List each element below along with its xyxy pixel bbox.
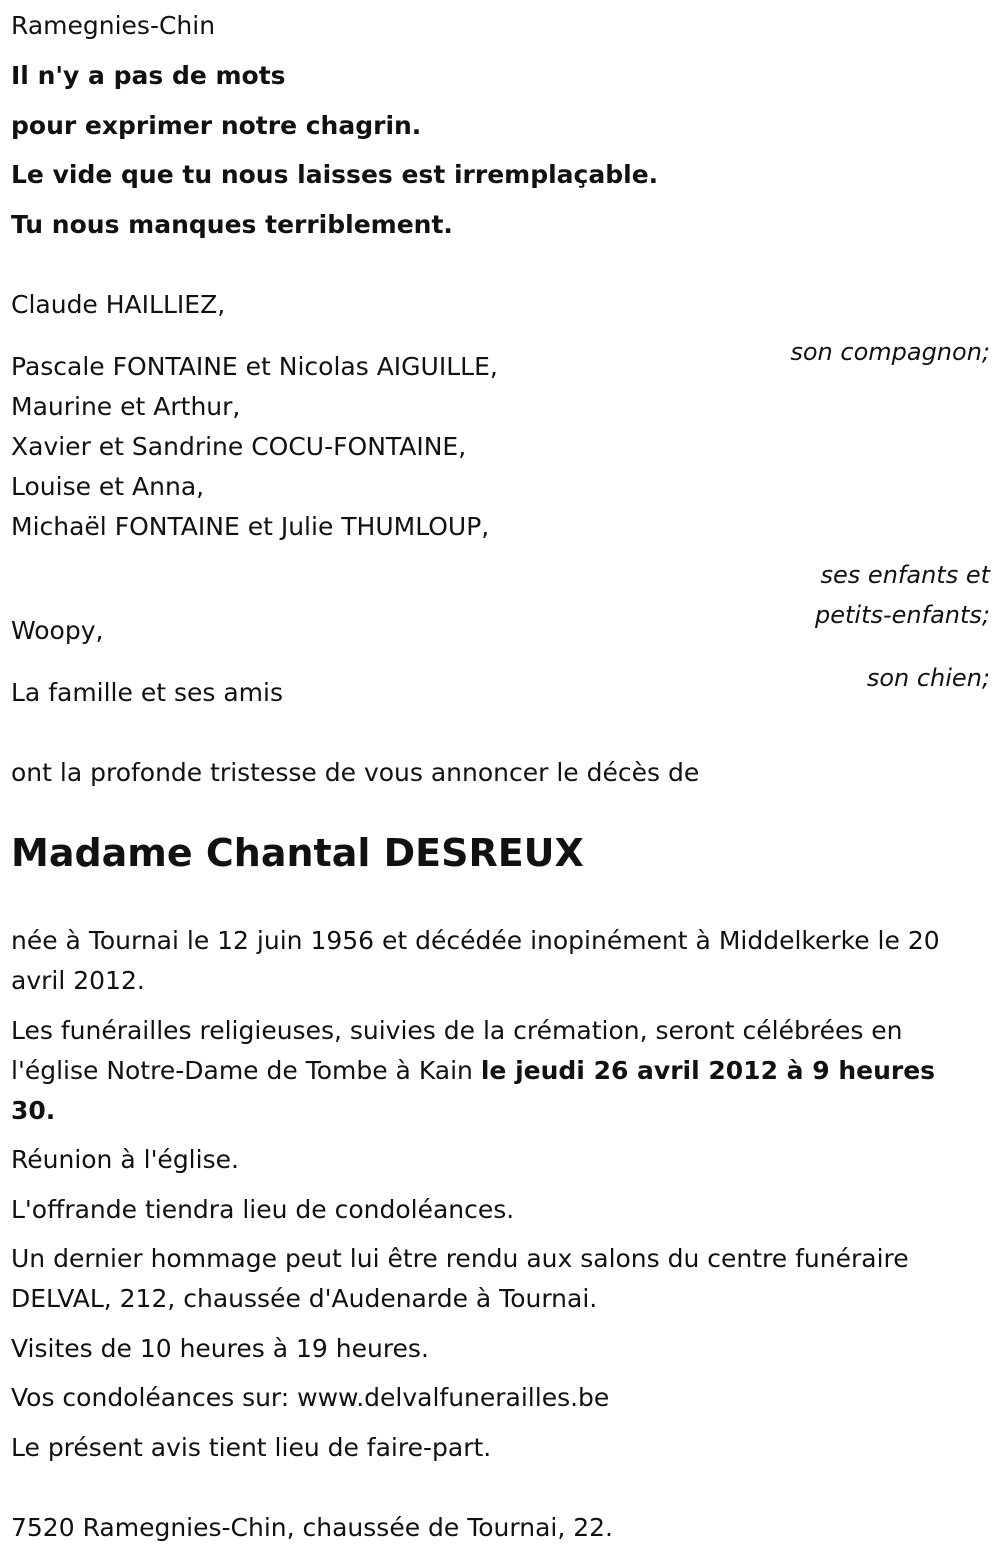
notice: Le présent avis tient lieu de faire-part. (11, 1433, 492, 1462)
locality: Ramegnies-Chin (11, 11, 216, 40)
poem-line-3: Le vide que tu nous laisses est irremplaçable. (11, 160, 659, 189)
children-line-3: Xavier et Sandrine COCU-FONTAINE, (11, 432, 467, 461)
funeral-date: le jeudi 26 avril 2012 à 9 heures (480, 1056, 936, 1085)
children-line-2: Maurine et Arthur, (11, 392, 241, 421)
partner-role: son compagnon; (790, 338, 990, 366)
tribute-line-2: DELVAL, 212, chaussée d'Audenarde à Tournai. (11, 1284, 598, 1313)
children-line-4: Louise et Anna, (11, 472, 205, 501)
partner-name: Claude HAILLIEZ, (11, 290, 226, 319)
offering: L'offrande tiendra lieu de condoléances. (11, 1195, 515, 1224)
poem-line-1: Il n'y a pas de mots (11, 61, 286, 90)
funeral-place: l'église Notre-Dame de Tombe à Kain (11, 1056, 481, 1085)
pet-role: son chien; (866, 664, 990, 692)
address: 7520 Ramegnies-Chin, chaussée de Tournai, 22. (11, 1513, 613, 1542)
funeral-time-end: 30. (11, 1096, 56, 1125)
funeral-line-2 (11, 1058, 935, 1083)
tribute-line-1: Un dernier hommage peut lui être rendu aux salons du centre funéraire (11, 1244, 909, 1273)
pet-name: Woopy, (11, 616, 104, 645)
birth-line-2: avril 2012. (11, 966, 145, 995)
poem-line-4: Tu nous manques terriblement. (11, 210, 453, 239)
children-line-1: Pascale FONTAINE et Nicolas AIGUILLE, (11, 352, 498, 381)
funeral-line-1: Les funérailles religieuses, suivies de la crémation, seront célébrées en (11, 1016, 903, 1045)
meeting: Réunion à l'église. (11, 1145, 239, 1174)
birth-line-1: née à Tournai le 12 juin 1956 et décédée inopinément à Middelkerke le 20 (11, 926, 940, 955)
children-line-5: Michaël FONTAINE et Julie THUMLOUP, (11, 512, 490, 541)
children-role-line-1: ses enfants et (820, 561, 990, 589)
family-others: La famille et ses amis (11, 678, 283, 707)
announcement: ont la profonde tristesse de vous annoncer le décès de (11, 758, 700, 787)
deceased-name: Madame Chantal DESREUX (11, 831, 584, 875)
visits: Visites de 10 heures à 19 heures. (11, 1334, 429, 1363)
children-role-line-2: petits-enfants; (815, 601, 990, 629)
poem-line-2: pour exprimer notre chagrin. (11, 111, 422, 140)
condolences: Vos condoléances sur: www.delvalfunerailles.be (11, 1383, 610, 1412)
